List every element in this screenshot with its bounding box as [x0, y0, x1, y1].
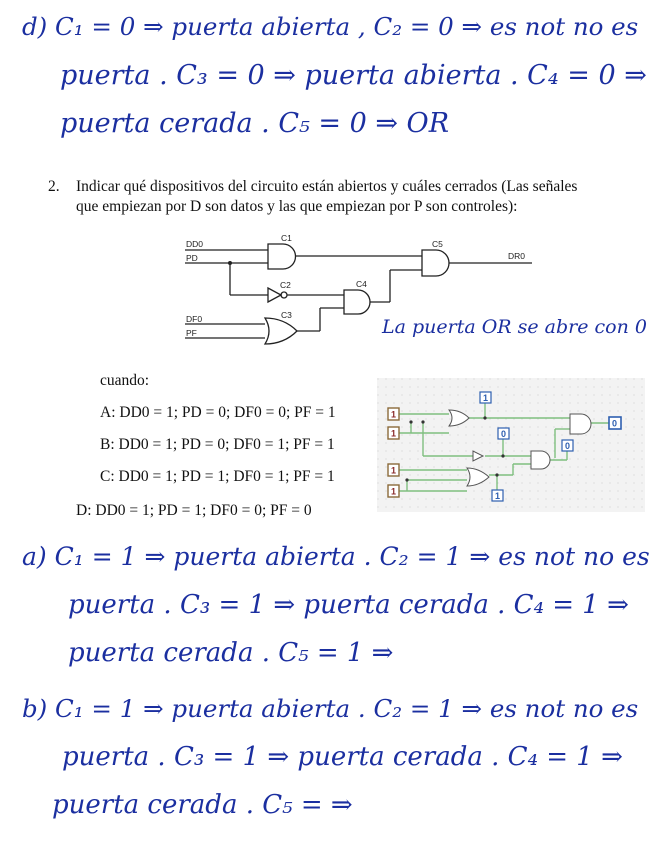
handwritten-b-line3: puerta cerada . C₅ = ⇒ [52, 790, 353, 820]
gate-c5 [422, 250, 449, 276]
gate-c4 [344, 290, 370, 314]
label-pd: PD [186, 253, 198, 263]
sim-probe-bottom: 1 [495, 491, 501, 501]
label-df0: DF0 [186, 314, 203, 324]
handwritten-b-line1: b) C₁ = 1 ⇒ puerta abierta . C₂ = 1 ⇒ es not no es [22, 694, 639, 723]
sim-input-3: 1 [391, 465, 397, 476]
handwritten-a-line3: puerta cerada . C₅ = 1 ⇒ [68, 638, 394, 668]
question-text-line2: que empiezan por D son datos y las que empiezan por P son controles): [76, 198, 518, 215]
sim-gate-c5 [570, 414, 591, 434]
simulator-screenshot [377, 378, 645, 512]
handwritten-a-line1: a) C₁ = 1 ⇒ puerta abierta . C₂ = 1 ⇒ es not no es [22, 542, 650, 571]
condition-a: A: DD0 = 1; PD = 0; DF0 = 0; PF = 1 [100, 404, 336, 421]
sim-probe-c4: 0 [565, 441, 571, 451]
condition-c: C: DD0 = 1; PD = 1; DF0 = 1; PF = 1 [100, 468, 335, 485]
gate-c3 [265, 318, 297, 344]
question-text-line1: Indicar qué dispositivos del circuito están abiertos y cuáles cerrados (Las señales [76, 178, 578, 195]
handwritten-d-line1: d) C₁ = 0 ⇒ puerta abierta , C₂ = 0 ⇒ es not no es [22, 12, 639, 41]
sim-probe-top: 1 [483, 393, 489, 403]
handwritten-b-line2: puerta . C₃ = 1 ⇒ puerta cerada . C₄ = 1 ⇒ [62, 742, 623, 772]
label-dd0: DD0 [186, 239, 204, 249]
label-c4: C4 [356, 279, 367, 289]
label-c2: C2 [280, 280, 291, 290]
sim-gate-c4 [531, 451, 550, 469]
simulator-circuit [377, 378, 645, 512]
handwritten-note: La puerta OR se abre con 0 [382, 316, 647, 338]
sim-input-2: 1 [391, 428, 397, 439]
sim-input-4: 1 [391, 486, 397, 497]
gate-c1 [268, 244, 296, 269]
label-c1: C1 [281, 233, 292, 243]
condition-d: D: DD0 = 1; PD = 1; DF0 = 0; PF = 0 [76, 502, 312, 519]
condition-b: B: DD0 = 1; PD = 0; DF0 = 1; PF = 1 [100, 436, 335, 453]
sim-output: 0 [612, 418, 618, 429]
label-pf: PF [186, 328, 197, 338]
label-dr0: DR0 [508, 251, 526, 261]
sim-probe-mid: 0 [501, 429, 507, 439]
sim-input-1: 1 [391, 409, 397, 420]
handwritten-d-line2: puerta . C₃ = 0 ⇒ puerta abierta . C₄ = 0 ⇒ [60, 60, 647, 91]
gate-c2 [268, 288, 281, 302]
question-number: 2. [48, 178, 60, 195]
label-c3: C3 [281, 310, 292, 320]
handwritten-a-line2: puerta . C₃ = 1 ⇒ puerta cerada . C₄ = 1 ⇒ [68, 590, 629, 620]
label-c5: C5 [432, 239, 443, 249]
handwritten-d-line3: puerta cerada . C₅ = 0 ⇒ OR [60, 108, 450, 139]
cuando-label: cuando: [100, 372, 150, 389]
